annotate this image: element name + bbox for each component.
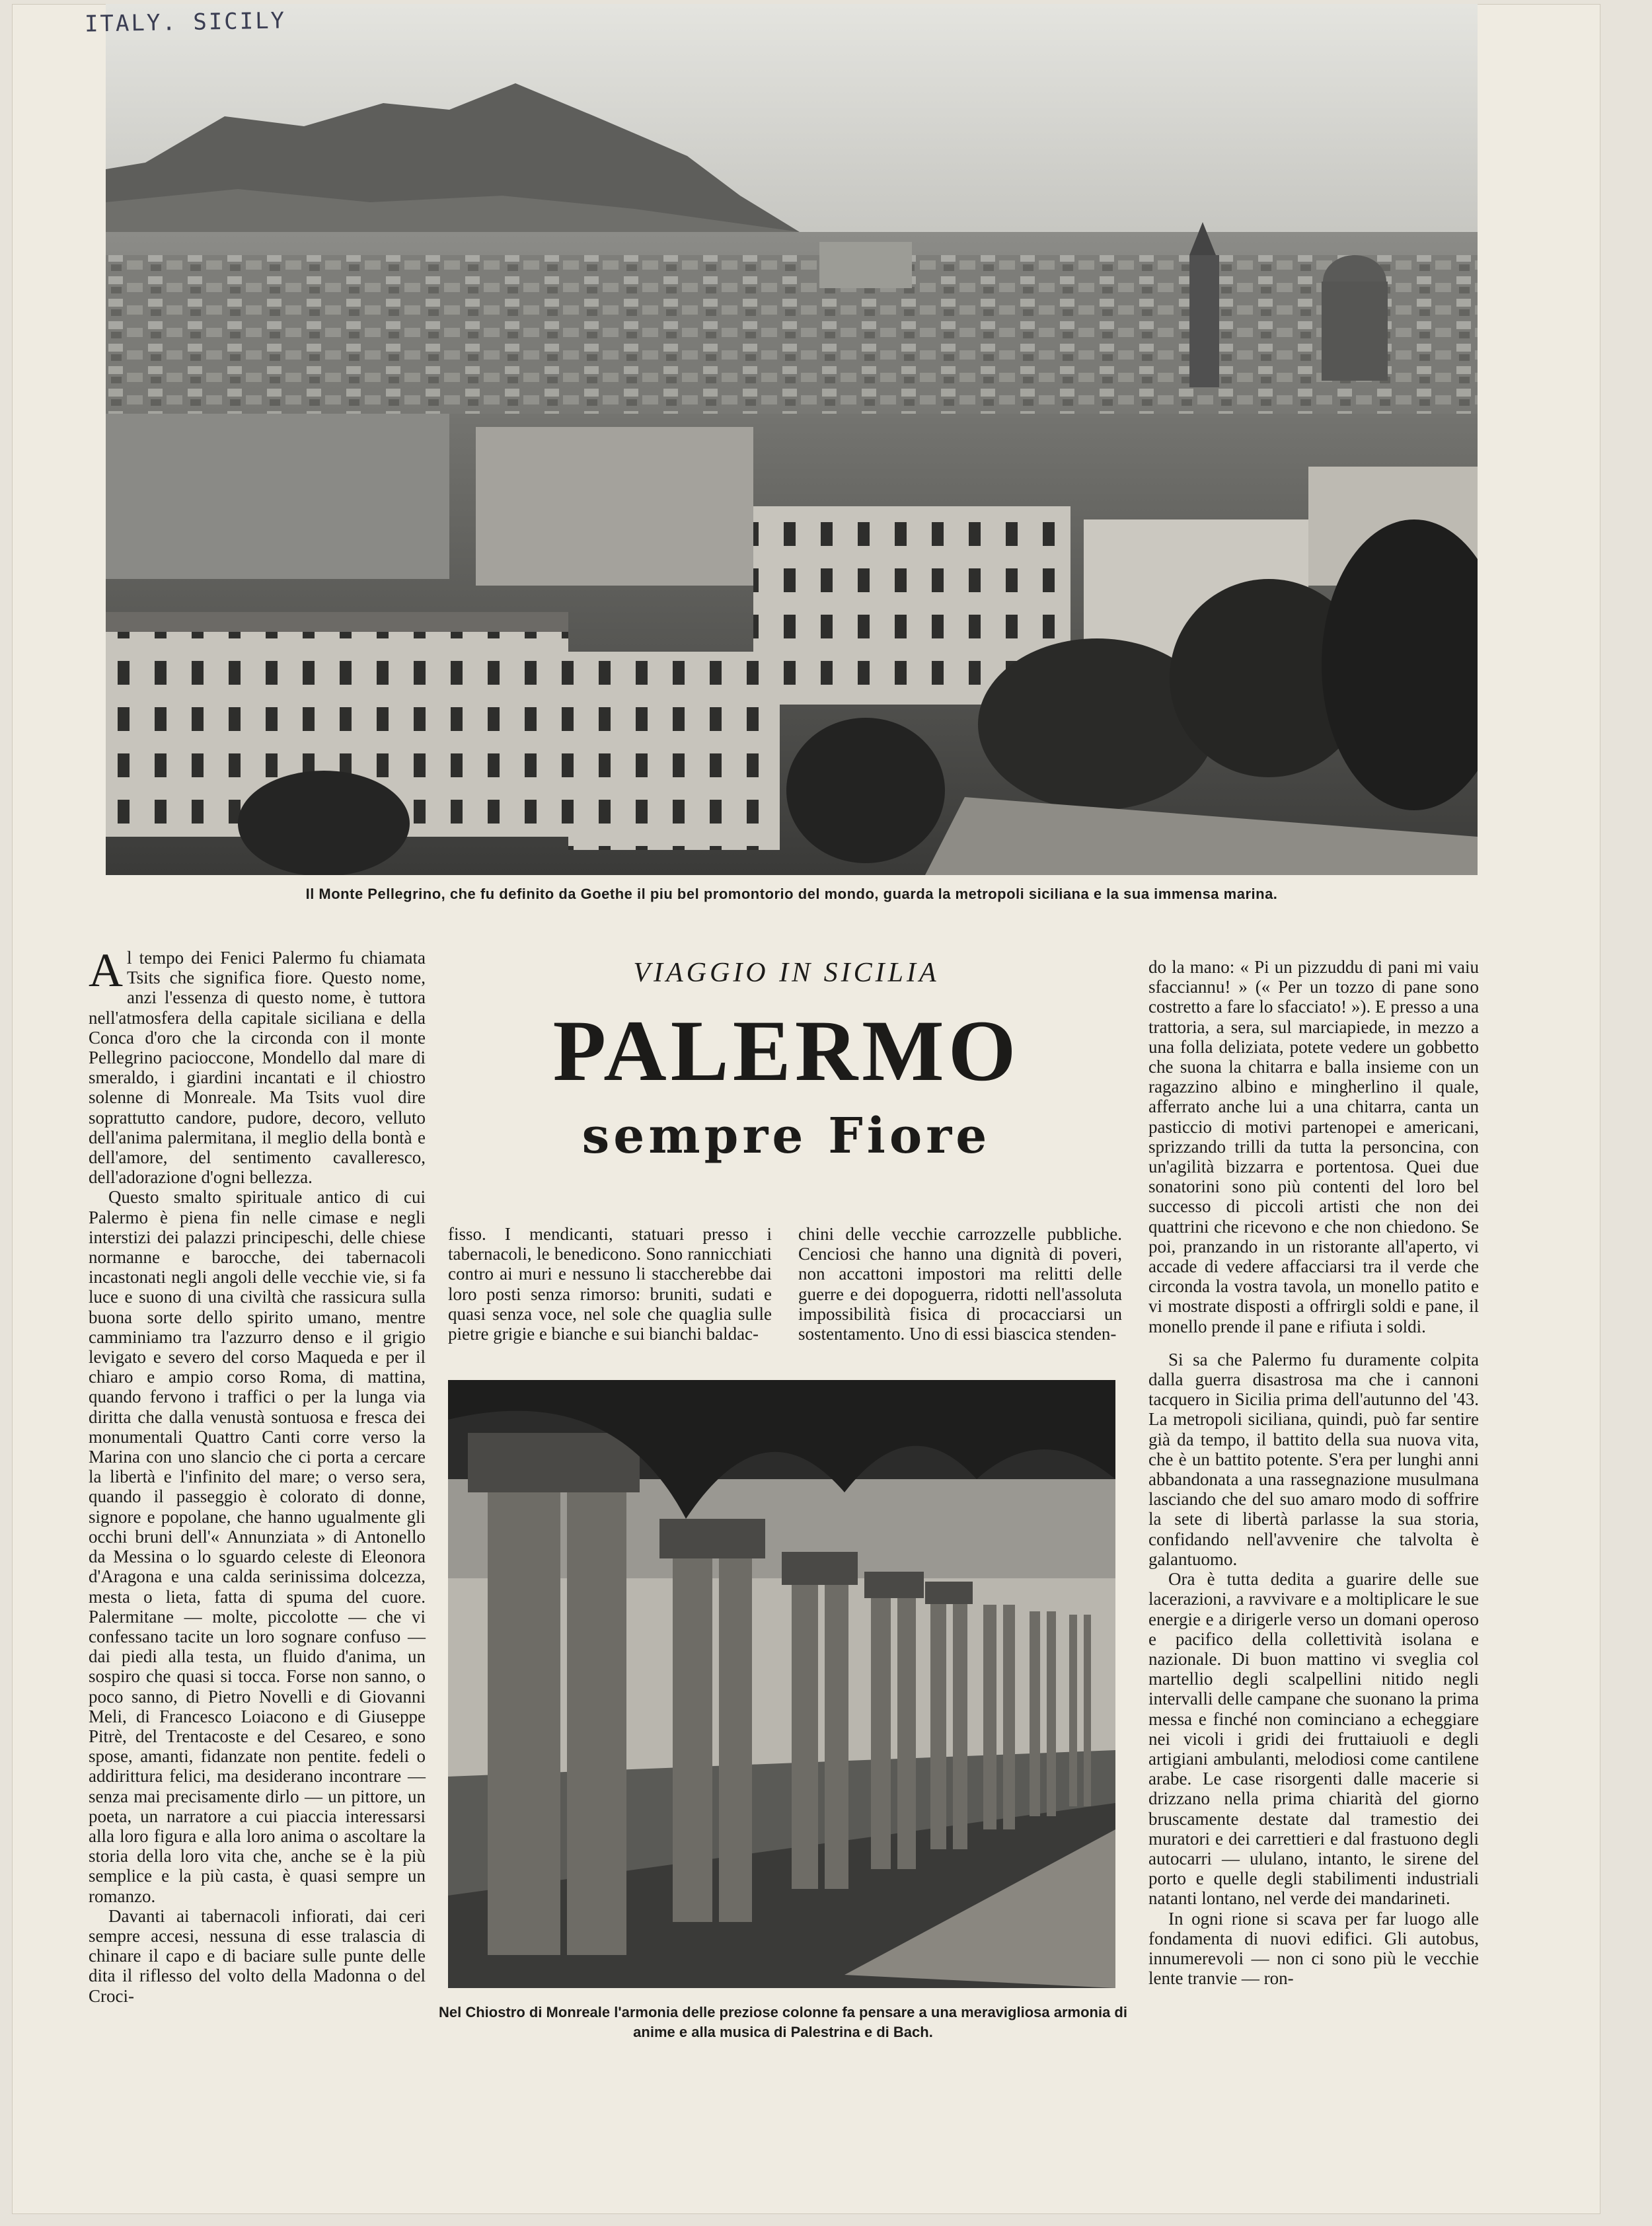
cloister-photo-caption: Nel Chiostro di Monreale l'armonia delle preziose colonne fa pensare a una meravigliosa armonia di anime e alla musica di Palestrina e di Bach. bbox=[439, 2004, 1127, 2040]
article-paragraph: chini delle vecchie carrozzelle pubbliche. Cenciosi che hanno una dignità di poveri, non accattoni impostori ma relitti delle guerre e dei dopoguerra, ridotti nell'assoluta impossibilità fisica di procacciarsi un sostentamento. Uno di essi biascica stenden- bbox=[798, 1224, 1122, 1344]
article-paragraph: do la mano: « Pi un pizzuddu di pani mi vaiu sfacciannu! » (« Per un tozzo di pane sono costretto a fare lo sfacciato! »). E presso a una trattoria, a sera, sul marciapiede, in mezzo a una folla deliziata, potete vedere un gobbetto che suona la chitarra e balla insieme con un ragazzino albino e mingherlino il quale, afferrato anche lui a una chitarra, canta un pasticcio di motivi partenopei e americani, sprizzando trilli da tutta la personcina, con un'agilità bizzarra e portentosa. Quei due sonatorini sono più contenti del loro bel successo di piccoli artisti che non dei quattrini che ricevono e che non chiedono. Se poi, pranzando in un ristorante all'aperto, vi accade di vedere affacciarsi tra il verde che circonda la vostra tavola, un monello patito e vi mostrate disposti a offrirgli soldi e pane, il monello prende il pane e rifiuta i soldi. bbox=[1148, 957, 1479, 1336]
article-paragraph: Ora è tutta dedita a guarire delle sue lacerazioni, a ravvivare e a moltiplicare le sue energie e a dirigerle verso un domani operoso e pacifico della collettività isolana e nazionale. Di buon mattino vi sveglia col martellio degli scalpellini nitido negli intervalli delle campane che suonano la prima messa e finché non cominciano a echeggiare nei vicoli i gridi dei fruttaiuoli e degli artigiani ambulanti, melodiosi come cantilene arabe. Le case risorgenti dalle macerie si drizzano nella prima chiarità del giorno bruscamente destate dal tramestio dei muratori e dei carrettieri e dal frastuono degli autocarri — ululano, intanto, le sirene del porto e quelle degli stabilimenti industriali natanti lontano, nel verde dei mandarineti. bbox=[1148, 1569, 1479, 1909]
article-paragraph: Questo smalto spirituale antico di cui Palermo è piena fin nelle cimase e negli interstizi dei palazzi principeschi, delle chiese normanne e barocche, dei tabernacoli incastonati negli angoli delle vecchie vie, si fa luce e suono di una civiltà che rassicura sulla buona sorte dello spirito umano, mentre camminiamo tra l'azzurro denso e il grigio levigato e severo del corso Maqueda e per il chiaro e ampio corso Roma, di mattina, quando fervono i traffici o per la lunga via diritta che dalla venustà sontuosa e fresca dei monumentali Quattro Canti corre verso la Marina con uno slancio che ci porta a cercare la libertà e l'infinito del mare; o verso sera, quando il passeggio è colorato di donne, signore e popolane, che hanno ugualmente gli occhi bruni dell'« Annunziata » di Antonello da Messina o lo sguardo celeste di Eleonora d'Aragona e una calda serinissima dolcezza, mesta o lieta, fatta di spuma del cuore. Palermitane — molte, piccolotte — che vi confessano tacite un loro sognare confuso — dai piedi alla testa, un fluido d'anima, un sospiro che quasi si tocca. Forse non sanno, o poco sanno, di Pietro Novelli e di Giovanni Meli, di Francesco Loiacono e di Giuseppe Pitrè, del Trentacoste e del Cesareo, e sono spose, amanti, fidanzate non pentite. fedeli o addirittura felici, ma desiderano incontrare — senza mai precisamente dirlo — un pittore, un poeta, un narratore a cui piaccia interessarsi alla loro figura e alla loro anima o ascoltare la storia della loro vita che, anche se è la più semplice e la più casta, è quasi sempre un romanzo. bbox=[89, 1187, 426, 1906]
palermo-panorama-photo bbox=[106, 4, 1478, 875]
monreale-cloister-photo bbox=[448, 1380, 1115, 1988]
article-paragraph: In ogni rione si scava per far luogo alle fondamenta di nuovi edifici. Gli autobus, innumerevoli — non ci sono più le vecchie lente tranvie — ron- bbox=[1148, 1908, 1479, 1989]
article-title: PALERMO bbox=[552, 1002, 1020, 1099]
drop-cap: A bbox=[89, 944, 123, 997]
article-paragraph: fisso. I mendicanti, statuari presso i tabernacoli, le benedicono. Sono rannicchiati contro ai muri e nessuno li staccherebbe dai loro posti senza rimorso: bruniti, sudati e quasi senza voce, nel sole che quaglia sulle pietre grigie e bianche e sui bianchi baldac- bbox=[448, 1224, 772, 1344]
article-paragraph: Si sa che Palermo fu duramente colpita dalla guerra disastrosa ma che i cannoni tacquero in Sicilia prima dell'autunno del '43. La metropoli siciliana, quindi, può far sentire già da tempo, il battito della sua nuova vita, che è un battito potente. S'era per lunghi anni abbandonata a una rassegnazione musulmana lasciando che del suo amaro modo di soffrire la sete di libertà parlasse la sua storia, confidando nell'avvenire che talvolta è galantuomo. bbox=[1148, 1349, 1479, 1569]
article-column-3 bbox=[798, 1224, 1122, 1344]
article-subtitle: sempre Fiore bbox=[582, 1108, 991, 1165]
article-column-1 bbox=[89, 944, 426, 2006]
article-paragraph: Al tempo dei Fenici Palermo fu chiamata Tsits che significa fiore. Questo nome, anzi l'essenza di questo nome, è tuttora nell'atmosfera della capitale siciliana e della Conca d'oro che la circonda con il monte Pellegrino pacioccone, Mondello dal mare di smeraldo, i giardini incantati e il chiostro solenne di Monreale. Ma Tsits vuol dire soprattutto candore, pudore, decoro, velluto dell'anima palermitana, il meglio della bontà e dell'amore, del sentimento cavalleresco, dell'adorazione d'ogni bellezza. bbox=[89, 944, 426, 1188]
article-column-4 bbox=[1148, 957, 1479, 1988]
article-column-2 bbox=[448, 1224, 772, 1344]
top-photo-caption: Il Monte Pellegrino, che fu definito da Goethe il piu bel promontorio del mondo, guarda la metropoli siciliana e la sua immensa marina. bbox=[305, 886, 1278, 902]
article-paragraph: Davanti ai tabernacoli infiorati, dai ceri sempre accesi, nessuna di esse tralascia di chinare il capo e di baciare sulle punte delle dita il riflesso del volto della Madonna o del Croci- bbox=[89, 1905, 426, 2006]
article-kicker: VIAGGIO IN SICILIA bbox=[633, 958, 940, 988]
handwritten-archive-tag: ITALY. SICILY bbox=[84, 7, 287, 38]
